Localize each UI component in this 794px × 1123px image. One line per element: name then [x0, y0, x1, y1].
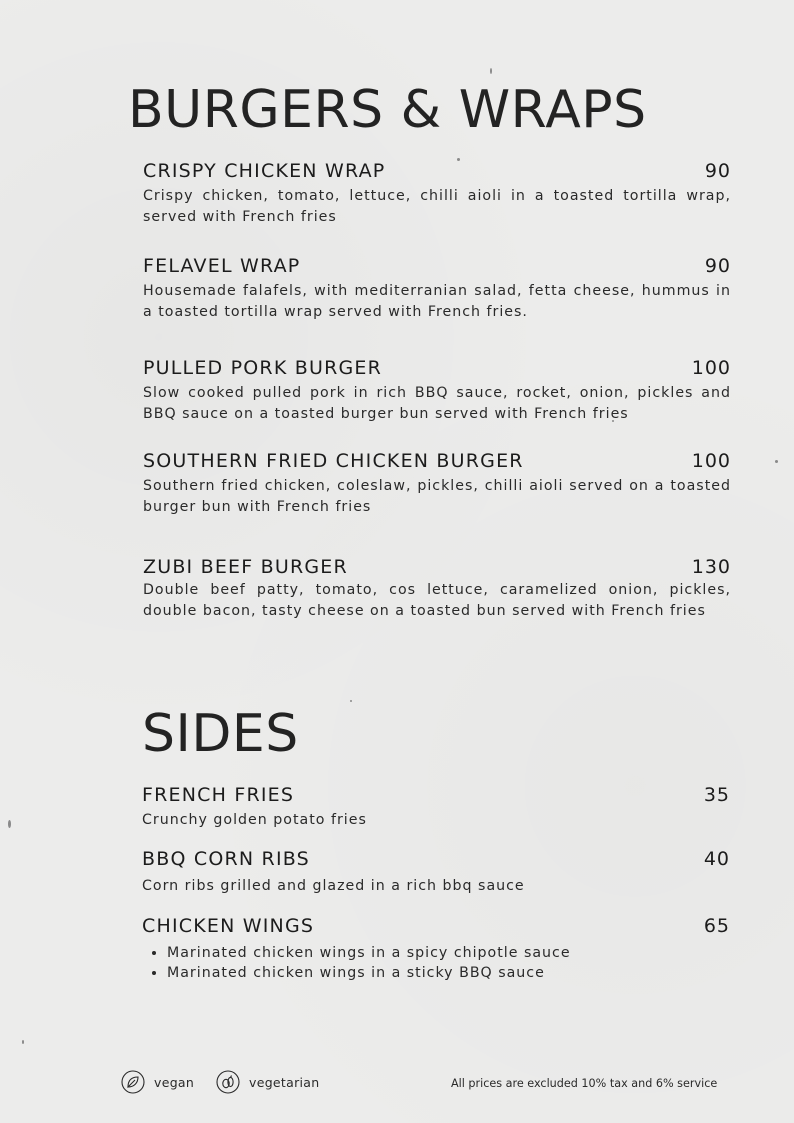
list-item: • Marinated chicken wings in a sticky BBQ sauce [167, 963, 730, 983]
item-description: Southern fried chicken, coleslaw, pickles, chilli aioli served on a toasted burger bun with French fries [143, 478, 731, 515]
item-price: 100 [691, 450, 731, 472]
item-description: Crispy chicken, tomato, lettuce, chilli aioli in a toasted tortilla wrap, served with French fries [143, 188, 731, 225]
legend-vegan [121, 1070, 194, 1094]
item-options-list [142, 943, 730, 983]
menu-item-southern-fried-chicken-burger [143, 450, 731, 518]
item-price: 90 [704, 255, 731, 277]
menu-item-zubi-beef-burger [143, 556, 731, 622]
item-description: Corn ribs grilled and glazed in a rich bbq sauce [142, 878, 525, 894]
item-price: 40 [703, 848, 730, 870]
item-price: 130 [691, 556, 731, 578]
item-name: SOUTHERN FRIED CHICKEN BURGER [143, 450, 524, 472]
item-name: FELAVEL WRAP [143, 255, 301, 277]
item-price: 65 [703, 915, 730, 937]
item-price: 90 [704, 160, 731, 182]
list-item: • Marinated chicken wings in a spicy chipotle sauce [167, 943, 730, 963]
item-name: BBQ CORN RIBS [142, 848, 310, 870]
legend-label: vegetarian [249, 1074, 320, 1090]
item-price: 35 [703, 784, 730, 806]
menu-item-felavel-wrap [143, 255, 731, 323]
item-description: Double beef patty, tomato, cos lettuce, caramelized onion, pickles, double bacon, tasty cheese on a toasted bun served with French fries [143, 582, 731, 619]
menu-item-bbq-corn-ribs [142, 848, 730, 897]
paper-speck [490, 68, 492, 74]
item-name: FRENCH FRIES [142, 784, 295, 806]
legend-vegetarian [216, 1070, 319, 1094]
paper-speck [350, 700, 352, 702]
item-description: Slow cooked pulled pork in rich BBQ sauce, rocket, onion, pickles and BBQ sauce on a toasted burger bun served with French fries [143, 385, 731, 422]
item-price: 100 [691, 357, 731, 379]
vegetable-icon [216, 1070, 240, 1094]
footer [0, 1070, 794, 1100]
item-name: CRISPY CHICKEN WRAP [143, 160, 386, 182]
legend-label: vegan [154, 1074, 195, 1090]
menu-item-crispy-chicken-wrap [143, 160, 731, 228]
item-description: Housemade falafels, with mediterranian salad, fetta cheese, hummus in a toasted tortilla wrap served with French fries. [143, 283, 731, 320]
paper-speck [8, 820, 11, 828]
leaf-icon [121, 1070, 145, 1094]
paper-speck [775, 460, 778, 463]
menu-item-french-fries [142, 784, 730, 831]
menu-item-pulled-pork-burger [143, 357, 731, 425]
menu-item-chicken-wings [142, 915, 730, 983]
tax-service-note: All prices are excluded 10% tax and 6% service [451, 1077, 718, 1090]
item-name: PULLED PORK BURGER [143, 357, 382, 379]
item-name: CHICKEN WINGS [142, 915, 315, 937]
item-description: Crunchy golden potato fries [142, 812, 367, 828]
paper-speck [22, 1040, 24, 1044]
section-title-sides: SIDES [142, 704, 299, 764]
section-title-burgers: BURGERS & WRAPS [128, 80, 647, 140]
item-name: ZUBI BEEF BURGER [143, 556, 348, 578]
